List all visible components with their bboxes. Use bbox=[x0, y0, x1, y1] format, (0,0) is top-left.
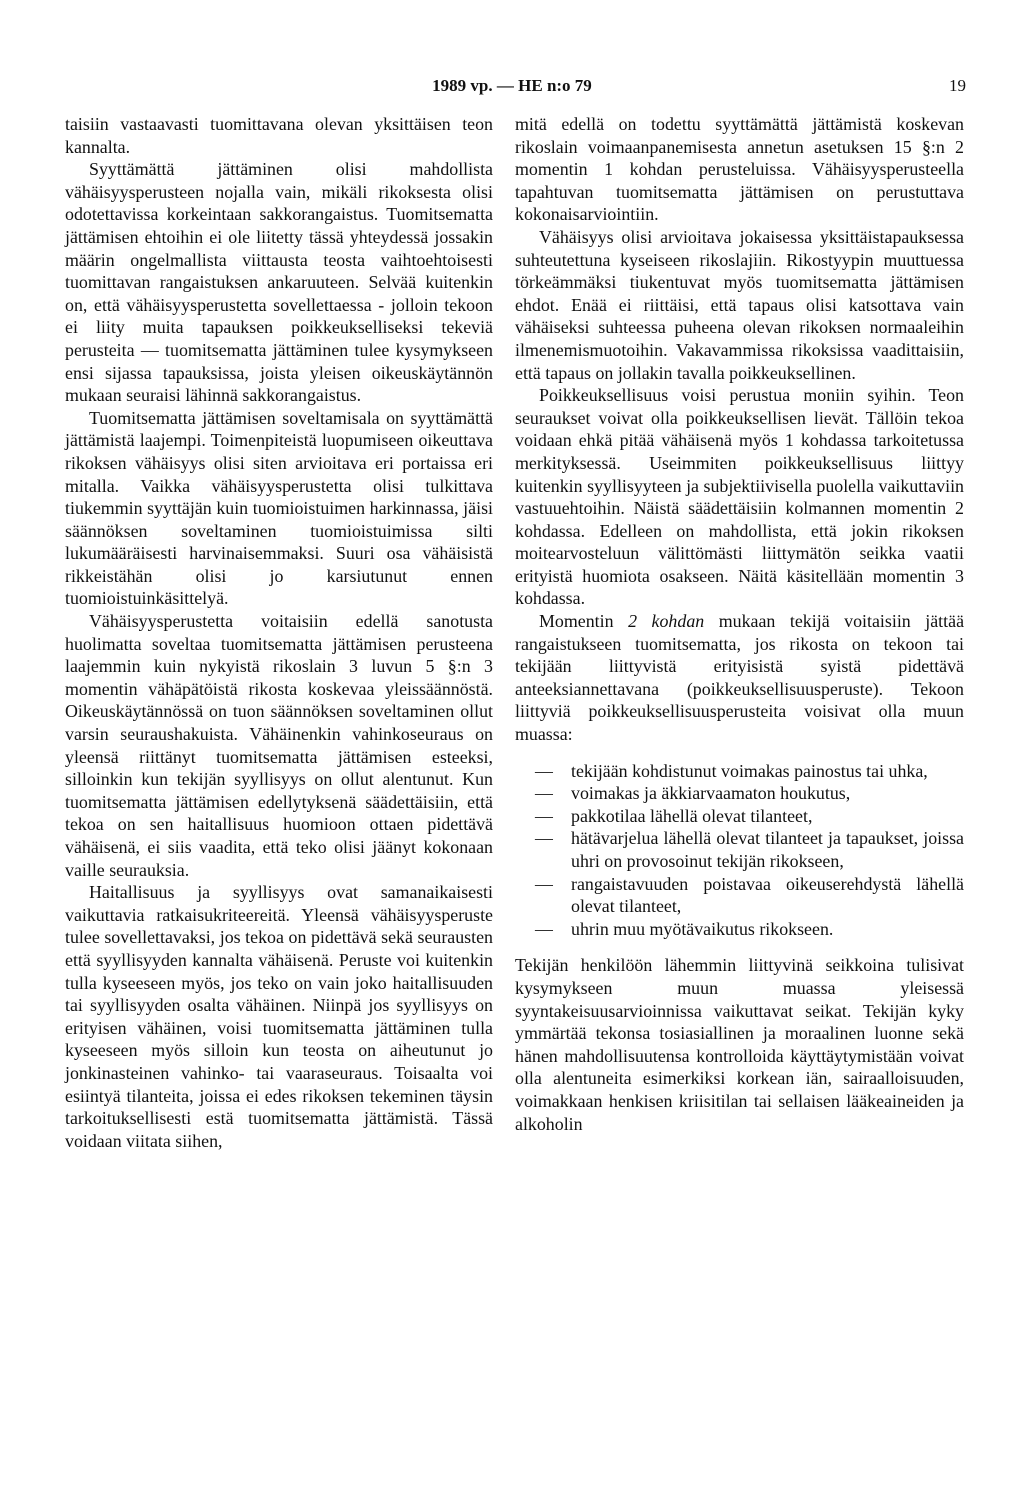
paragraph: mitä edellä on todettu syyttämättä jättämistä koskevan rikoslain voimaanpanemisesta annetun asetuksen 15 §:n 2 momentin 1 kohdan perusteluissa. Vähäisyysperusteella tapahtuvan tuomitsematta jättämisen on perustuttava kokonaisarviointiin. bbox=[515, 114, 964, 225]
list-item: — voimakas ja äkkiarvaamaton houkutus, bbox=[515, 782, 964, 805]
list-item: — uhrin muu myötävaikutus rikokseen. bbox=[515, 918, 964, 941]
dash-list bbox=[515, 760, 964, 941]
paragraph: Tuomitsematta jättämisen soveltamisala on syyttämättä jättämistä laajempi. Toimenpiteistä luopumiseen oikeuttava rikoksen vähäisyys olisi siten arvioitava eri portaissa eri mitalla. Vaikka vähäisyysperustetta olisi tulkittava tiukemmin syyttäjän kuin tuomioistuimen harkinnassa, jäisi säännöksen soveltaminen tuomioistuimissa silti lukumääräisesti harvinaisemmaksi. Suuri osa vähäisistä rikkeistähän olisi jo karsiutunut ennen tuomioistuinkäsittelyä. bbox=[65, 407, 493, 609]
list-item: — tekijään kohdistunut voimakas painostus tai uhka, bbox=[515, 760, 964, 783]
paragraph-rest: mukaan tekijä voitaisiin jättää rangaistukseen tuomitsematta, jos rikosta on tekoon tai tekijään liittyvistä erityisistä syistä pidettävä anteeksiannettavana (poikkeuksellisuusperuste). Tekoon liittyviä poikkeuksellisuusperusteita voisivat olla muun muassa: bbox=[515, 611, 965, 745]
paragraph-lead: Momentin bbox=[539, 611, 629, 632]
running-title: 1989 vp. — HE n:o 79 bbox=[432, 76, 592, 95]
right-column bbox=[515, 113, 964, 1135]
paragraph: Vähäisyys olisi arvioitava jokaisessa yksittäistapauksessa suhteutettuna kyseiseen rikoslajiin. Rikostyypin muuttuessa törkeämmäksi tiukentuvat myös tuomitsematta jättämisen ehdot. Enää ei riittäisi, että tapaus olisi katsottava vain vähäiseksi suhteessa puheena olevan rikoksen normaaleihin ilmenemismuotoihin. Vakavammissa rikoksissa vaadittaisiin, että tapaus on jollakin tavalla poikkeuksellinen. bbox=[515, 226, 964, 383]
page-number: 19 bbox=[949, 76, 966, 95]
paragraph: Vähäisyysperustetta voitaisiin edellä sanotusta huolimatta soveltaa tuomitsematta jättämisen perusteena laajemmin kuin nykyistä rikoslain 3 luvun 5 §:n 3 momentin vähäpätöistä rikosta koskevaa yleissäännöstä. Oikeuskäytännössä on tuon säännöksen soveltaminen ollut varsin seuraushakuista. Vähäinenkin vahinkoseuraus on yleensä riittänyt tuomitsematta jättämisen esteeksi, silloinkin kun tekijän syyllisyys on ollut alentunut. Kun tuomitsematta jättämisen edellytyksenä säädettäisiin, että tekoa on sen haitallisuus huomioon ottaen pidettävä vähäisenä, ei siis vaadita, että teko olisi jäänyt kokonaan vaille seurauksia. bbox=[65, 611, 493, 880]
left-column bbox=[65, 113, 493, 1152]
emphasized-term: 2 kohdan bbox=[628, 611, 705, 632]
list-item: — rangaistavuuden poistavaa oikeuserehdystä lähellä olevat tilanteet, bbox=[515, 873, 964, 918]
paragraph: Tekijän henkilöön lähemmin liittyvinä seikkoina tulisivat kysymykseen muun muassa yleisessä syyntakeisuusarvioinnissa vaikuttavat seikat. Tekijän kyky ymmärtää tekonsa tosiasiallinen ja moraalinen luonne sekä hänen mahdollisuutensa kontrolloida käyttäytymistään voivat olla alentuneita esimerkiksi korkean iän, sairaalloisuuden, voimakkaan henkisen kriisitilan tai sellaisen lääkeaineiden ja alkoholin bbox=[515, 955, 964, 1134]
paragraph bbox=[515, 610, 964, 746]
paragraph: Syyttämättä jättäminen olisi mahdollista vähäisyysperusteen nojalla vain, mikäli rikoksesta olisi odotettavissa korkeintaan sakkorangaistus. Tuomitsematta jättämisen ehtoihin ei ole liitetty tässä yhteydessä jossakin määrin ongelmallista viittausta teosta vaihtoehtoisesti tuomittavan rangaistuksen ankaruuteen. Selvää kuitenkin on, että vähäisyysperustetta sovellettaessa - jolloin tekoon ei liity muita tapauksen poikkeukselliseksi tekeviä perusteita — tuomitsematta jättäminen tulee kysymykseen ensi sijassa tapauksissa, joista yleisen oikeuskäytännön mukaan seuraisi lähinnä sakkorangaistus. bbox=[65, 159, 493, 406]
paragraph: Poikkeuksellisuus voisi perustua moniin syihin. Teon seuraukset voivat olla poikkeuksellisen lievät. Tällöin tekoa voidaan ehkä pitää vähäisenä myös 1 kohdassa tarkoitetussa merkityksessä. Useimmiten poikkeuksellisuus liittyy kuitenkin syyllisyyteen ja subjektiivisella puolella vaikuttaviin vastuuehtoihin. Näistä säädettäisiin kolmannen momentin 2 kohdassa. Edelleen on mahdollista, että jokin rikoksen moitearvosteluun välittömästi liittymätön seikka vaatii erityistä huomiota osakseen. Näitä käsitellään momentin 3 kohdassa. bbox=[515, 385, 964, 609]
paragraph: taisiin vastaavasti tuomittavana olevan yksittäisen teon kannalta. bbox=[65, 114, 493, 157]
list-item: — hätävarjelua lähellä olevat tilanteet ja tapaukset, joissa uhri on provosoinut tekijän rikokseen, bbox=[515, 827, 964, 872]
page-header bbox=[0, 76, 1024, 100]
paragraph: Haitallisuus ja syyllisyys ovat samanaikaisesti vaikuttavia ratkaisukriteereitä. Yleensä vähäisyysperuste tulee sovellettavaksi, jos tekoa on pidettävä sekä seurausten että syyllisyyden kannalta vähäisenä. Peruste voi kuitenkin tulla kyseeseen myös, jos teko on vain joko haitallisuuden tai syyllisyyden osalta vähäinen. Niinpä jos syyllisyys on erityisen vähäinen, voisi tuomitsematta jättäminen tulla kyseeseen myös silloin kun teosta on aiheutunut jo jonkinasteinen vahinko- tai vaaraseuraus. Toisaalta voi esiintyä tilanteita, joissa ei edes rikoksen tekeminen täysin tarkoituksellisesti estä tuomitsematta jättämistä. Tässä voidaan viitata siihen, bbox=[65, 882, 493, 1151]
list-item: — pakkotilaa lähellä olevat tilanteet, bbox=[515, 805, 964, 828]
